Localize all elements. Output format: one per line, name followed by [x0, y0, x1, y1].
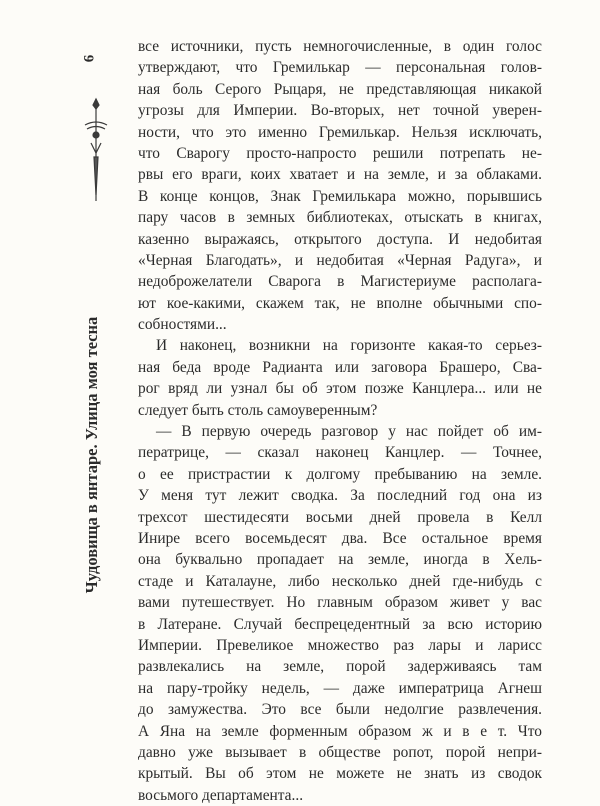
text-line: пару часов в земных библиотеках, отыскать в книгах,	[138, 209, 542, 227]
text-line: утверждают, что Гремилькар — персональная голов-	[138, 59, 542, 77]
text-line: она буквально пропадает на земле, иногда в Хель-	[138, 551, 542, 569]
text-line: «Черная Благодать», и недобитая «Черная Радуга», и	[138, 251, 542, 269]
body-text	[138, 36, 542, 806]
text-line: ная боль Серого Рыцаря, не представляющая никакой	[138, 80, 542, 98]
text-line: Инире всего восемьдесят два. Все остальное время	[138, 529, 542, 547]
text-line: следует быть столь самоуверенным?	[138, 401, 378, 419]
text-line: А Яна на земле форменным образом ж и в е т. Что	[138, 722, 542, 740]
text-line: о ее пристрастии к долгому пребыванию на земле.	[138, 465, 542, 483]
text-line: ператрице, — сказал наконец Канцлер. — Точнее,	[138, 444, 542, 462]
sword-ornament-icon	[81, 95, 111, 205]
text-line: давно уже вызывает в обществе ропот, порой непри-	[138, 743, 542, 761]
text-line: в Латеране. Случай беспрецедентный за всю историю	[138, 615, 542, 633]
text-line: вами путешествует. Но главным образом живет у вас	[138, 594, 542, 612]
text-line: все источники, пусть немногочисленные, в один голос	[138, 38, 542, 55]
text-line: — В первую очередь разговор у нас пойдет об им-	[156, 423, 542, 441]
text-line: крытый. Вы об этом не можете не знать из сводок	[138, 765, 542, 783]
text-line: У меня тут лежит сводка. За последний год она из	[138, 487, 542, 505]
running-title-container	[80, 225, 104, 685]
text-line: собностями...	[138, 316, 227, 334]
text-line: ют кое-какими, скажем так, не вполне обычными спо-	[138, 294, 542, 312]
text-line: стаде и Каталауне, либо несколько дней где-нибудь с	[138, 572, 542, 590]
page-number: 6	[81, 54, 98, 63]
text-line: что Сварогу просто-напросто решили потрепать не-	[138, 144, 542, 162]
text-line: Империи. Превеликое множество раз лары и ларисс	[138, 636, 542, 654]
text-line: рвы его враги, коих хватает и на земле, и за облаками.	[138, 166, 542, 184]
running-title: Чудовища в янтаре. Улица моя тесна	[82, 316, 101, 594]
text-line: казенно выражаясь, открытого доступа. И недобитая	[138, 230, 542, 248]
text-line: ная беда вроде Радианта или заговора Брашеро, Сва-	[138, 358, 542, 376]
text-line: В конце концов, Знак Гремилькара можно, порывшись	[138, 187, 542, 205]
text-line: восьмого департамента...	[138, 786, 304, 804]
text-line: рог вряд ли узнал бы об этом позже Канцлера... или не	[138, 380, 542, 398]
text-line: недоброжелатели Сварога в Магистериуме располага-	[138, 273, 542, 291]
text-line: до замужества. Это все были недолгие развлечения.	[138, 701, 542, 719]
text-line: развлекались на земле, порой задерживаясь там	[138, 658, 542, 676]
text-line: на пару-тройку недель, — даже императрица Агнеш	[138, 679, 542, 697]
text-line: трехсот шестидесяти восьми дней провела в Келл	[138, 508, 542, 526]
text-line: И наконец, возникни на горизонте какая-то серьез-	[156, 337, 542, 355]
text-line: ности, что это именно Гремилькар. Нельзя исключать,	[138, 123, 542, 141]
text-line: угрозы для Империи. Во-вторых, нет точной уверен-	[138, 102, 542, 120]
